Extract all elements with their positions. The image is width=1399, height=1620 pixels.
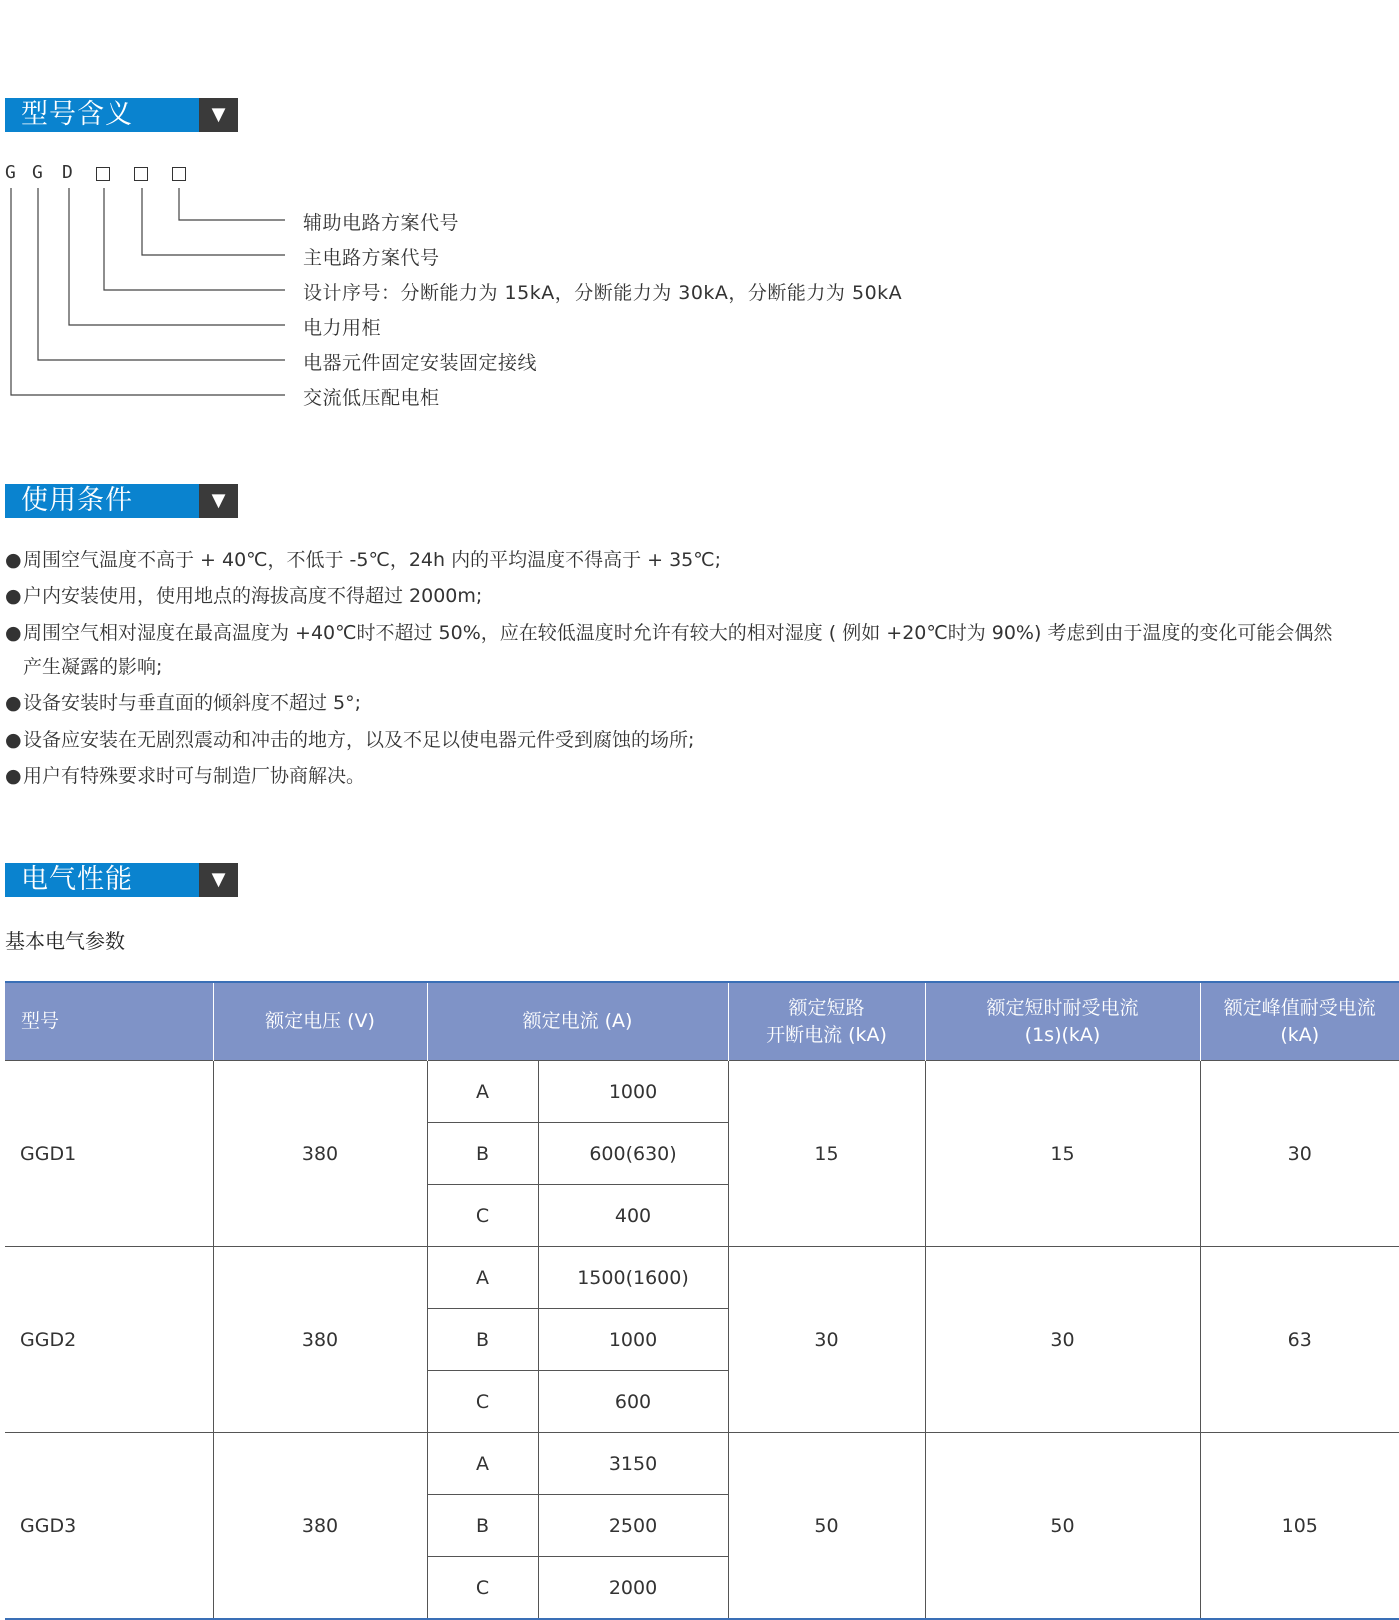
cell-short-time: 15 xyxy=(925,1061,1200,1247)
section-header-model-meaning xyxy=(5,98,238,132)
bullet-icon: ● xyxy=(5,585,22,607)
header-current: 额定电流 (A) xyxy=(427,982,728,1061)
condition-item xyxy=(5,759,1395,793)
cell-grade: C xyxy=(427,1557,538,1620)
cell-current: 1000 xyxy=(538,1061,728,1123)
condition-text: 用户有特殊要求时可与制造厂协商解决。 xyxy=(23,765,366,787)
cell-grade: B xyxy=(427,1123,538,1185)
condition-item xyxy=(5,616,1395,650)
condition-item xyxy=(5,579,1395,613)
triangle-down-icon: ▼ xyxy=(199,98,238,132)
cell-model: GGD3 xyxy=(5,1433,213,1620)
code-label-main-circuit: 主电路方案代号 xyxy=(303,247,440,269)
section-header-conditions xyxy=(5,484,238,518)
condition-item xyxy=(5,543,1395,577)
cell-voltage: 380 xyxy=(213,1061,427,1247)
code-placeholder-box xyxy=(134,167,148,181)
electrical-params-table xyxy=(5,981,1399,1620)
header-voltage: 额定电压 (V) xyxy=(213,982,427,1061)
section-title: 使用条件 xyxy=(21,485,133,516)
table-header-row xyxy=(5,982,1399,1061)
condition-item xyxy=(5,723,1395,757)
code-label-fixed-install: 电器元件固定安装固定接线 xyxy=(303,352,538,374)
condition-text: 设备应安装在无剧烈震动和冲击的地方，以及不足以使电器元件受到腐蚀的场所; xyxy=(23,729,695,751)
cell-current: 400 xyxy=(538,1185,728,1247)
cell-grade: A xyxy=(427,1061,538,1123)
cell-short-time: 30 xyxy=(925,1247,1200,1433)
condition-text: 周围空气温度不高于 + 40℃，不低于 -5℃，24h 内的平均温度不得高于 + 35℃; xyxy=(23,549,722,571)
code-placeholder-box xyxy=(172,167,186,181)
code-placeholder-box xyxy=(96,167,110,181)
cell-model: GGD1 xyxy=(5,1061,213,1247)
model-code-connector-lines xyxy=(0,0,1399,420)
code-label-ac-lv-cabinet: 交流低压配电柜 xyxy=(303,387,440,409)
header-peak: 额定峰值耐受电流 (kA) xyxy=(1200,982,1399,1061)
subheading-basic-params: 基本电气参数 xyxy=(5,929,125,953)
bullet-icon: ● xyxy=(5,765,22,787)
header-breaking: 额定短路 开断电流 (kA) xyxy=(728,982,925,1061)
cell-breaking: 30 xyxy=(728,1247,925,1433)
bullet-icon: ● xyxy=(5,622,22,644)
cell-current: 600(630) xyxy=(538,1123,728,1185)
triangle-down-icon: ▼ xyxy=(199,863,238,897)
code-letter-g2: G xyxy=(32,162,43,183)
condition-item xyxy=(5,686,1395,720)
cell-current: 1500(1600) xyxy=(538,1247,728,1309)
section-title: 型号含义 xyxy=(21,99,133,130)
cell-breaking: 15 xyxy=(728,1061,925,1247)
cell-current: 3150 xyxy=(538,1433,728,1495)
cell-current: 2500 xyxy=(538,1495,728,1557)
bullet-icon: ● xyxy=(5,549,22,571)
cell-current: 1000 xyxy=(538,1309,728,1371)
code-letter-g1: G xyxy=(5,162,16,183)
cell-model: GGD2 xyxy=(5,1247,213,1433)
cell-grade: A xyxy=(427,1433,538,1495)
cell-voltage: 380 xyxy=(213,1433,427,1620)
code-label-aux-circuit: 辅助电路方案代号 xyxy=(303,212,460,234)
header-short-time: 额定短时耐受电流 (1s)(kA) xyxy=(925,982,1200,1061)
condition-text: 设备安装时与垂直面的倾斜度不超过 5°; xyxy=(23,692,362,714)
condition-item-continued xyxy=(5,650,1395,684)
table-row xyxy=(5,1061,1399,1123)
cell-short-time: 50 xyxy=(925,1433,1200,1620)
section-header-electrical xyxy=(5,863,238,897)
cell-peak: 30 xyxy=(1200,1061,1399,1247)
table-row xyxy=(5,1247,1399,1309)
condition-text: 周围空气相对湿度在最高温度为 +40℃时不超过 50%，应在较低温度时允许有较大的相对湿度 ( 例如 +20℃时为 90%) 考虑到由于温度的变化可能会偶然 xyxy=(23,622,1333,644)
cell-grade: C xyxy=(427,1185,538,1247)
cell-breaking: 50 xyxy=(728,1433,925,1620)
code-letter-d: D xyxy=(62,162,73,183)
header-model: 型号 xyxy=(5,982,213,1061)
cell-voltage: 380 xyxy=(213,1247,427,1433)
cell-grade: A xyxy=(427,1247,538,1309)
cell-grade: B xyxy=(427,1495,538,1557)
cell-grade: C xyxy=(427,1371,538,1433)
cell-grade: B xyxy=(427,1309,538,1371)
bullet-icon: ● xyxy=(5,729,22,751)
cell-current: 600 xyxy=(538,1371,728,1433)
condition-text: 产生凝露的影响; xyxy=(23,656,163,678)
code-label-design-serial: 设计序号：分断能力为 15kA，分断能力为 30kA，分断能力为 50kA xyxy=(303,282,903,304)
section-title: 电气性能 xyxy=(21,864,133,895)
cell-peak: 63 xyxy=(1200,1247,1399,1433)
table-row xyxy=(5,1433,1399,1495)
code-label-power-cabinet: 电力用柜 xyxy=(303,317,382,339)
cell-peak: 105 xyxy=(1200,1433,1399,1620)
cell-current: 2000 xyxy=(538,1557,728,1620)
bullet-icon: ● xyxy=(5,692,22,714)
condition-text: 户内安装使用，使用地点的海拔高度不得超过 2000m; xyxy=(23,585,483,607)
triangle-down-icon: ▼ xyxy=(199,484,238,518)
